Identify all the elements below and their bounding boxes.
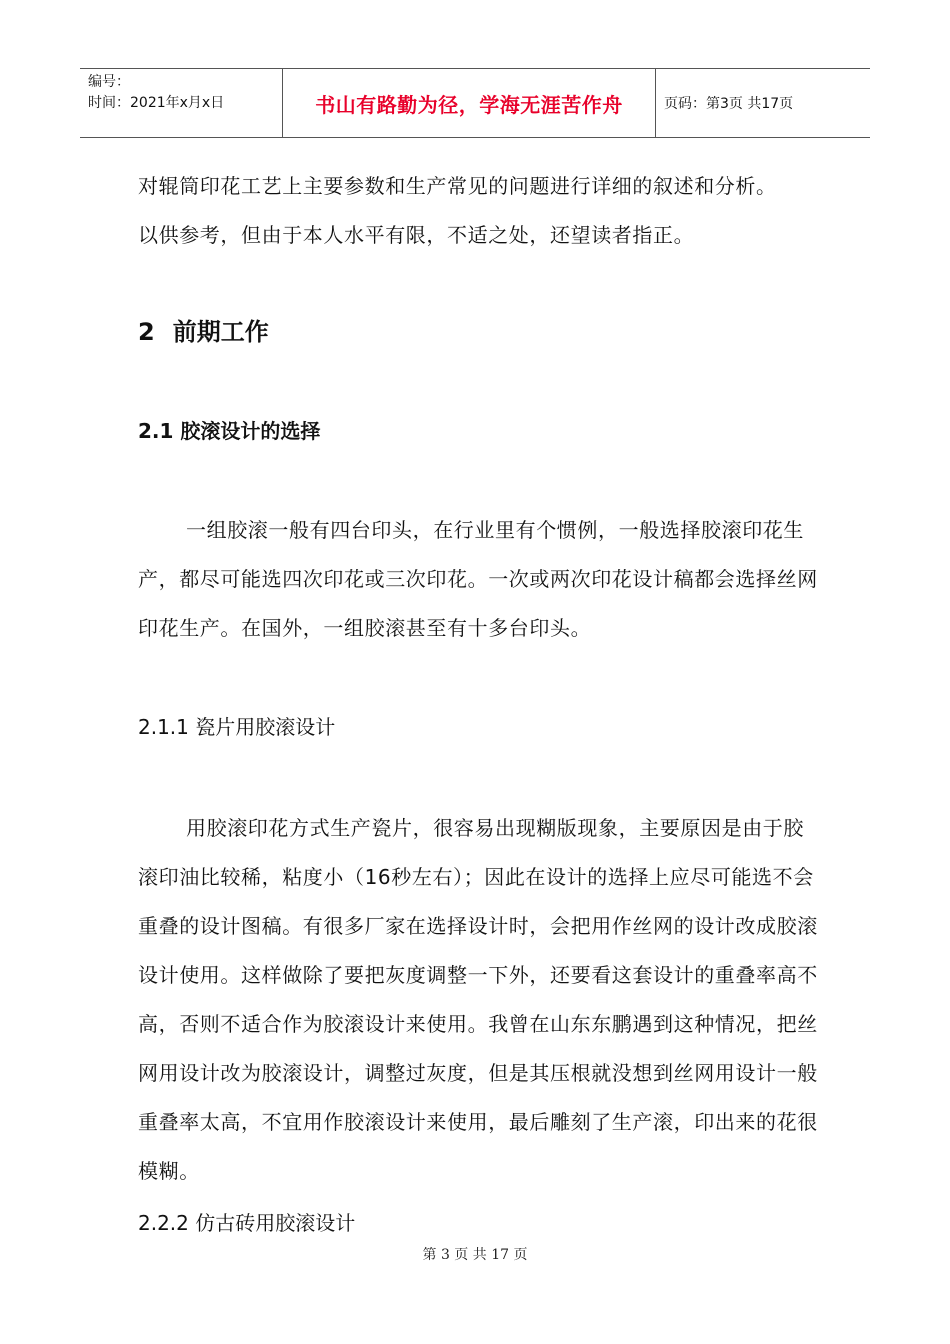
section-heading-2 (138, 312, 269, 352)
paragraph-2-1-1: 用胶滚印花方式生产瓷片，很容易出现糊版现象，主要原因是由于胶滚印油比较稀，粘度小（16秒左右）；因此在设计的选择上应尽可能选不会重叠的设计图稿。有很多厂家在选择设计时，会把用作丝网的设计改成胶滚设计使用。这样做除了要把灰度调整一下外，还要看这套设计的重叠率高不高，否则不适合作为胶滚设计来使用。我曾在山东东鹏遇到这种情况，把丝网用设计改为胶滚设计，调整过灰度，但是其压根就没想到丝网用设计一般重叠率太高，不宜用作胶滚设计来使用，最后雕刻了生产滚，印出来的花很模糊。 (138, 816, 818, 1183)
section-heading-2-2-2: 2.2.2 仿古砖用胶滚设计 (138, 1211, 356, 1235)
intro-line: 对辊筒印花工艺上主要参数和生产常见的问题进行详细的叙述和分析。 (138, 174, 777, 198)
section-heading-2-1: 2.1 胶滚设计的选择 (138, 419, 321, 443)
intro-paragraph (138, 162, 818, 260)
section-heading-2-1-1: 2.1.1 瓷片用胶滚设计 (138, 715, 336, 739)
header-time-label: 时间：2021年x月x日 (88, 95, 225, 111)
header-meta (80, 69, 282, 137)
header-page-label: 页码：第3页 共17页 (664, 96, 794, 112)
section-number: 2 (138, 318, 155, 346)
header-motto: 书山有路勤为径，学海无涯苦作舟 (282, 69, 656, 137)
section-title: 前期工作 (172, 318, 269, 346)
intro-line: 以供参考，但由于本人水平有限，不适之处，还望读者指正。 (138, 223, 695, 247)
page-footer: 第 3 页 共 17 页 (422, 1247, 528, 1263)
header-number-label: 编号： (88, 74, 130, 90)
document-header (80, 68, 870, 138)
paragraph-2-1: 一组胶滚一般有四台印头，在行业里有个惯例，一般选择胶滚印花生产，都尽可能选四次印花或三次印花。一次或两次印花设计稿都会选择丝网印花生产。在国外，一组胶滚甚至有十多台印头。 (138, 518, 818, 640)
